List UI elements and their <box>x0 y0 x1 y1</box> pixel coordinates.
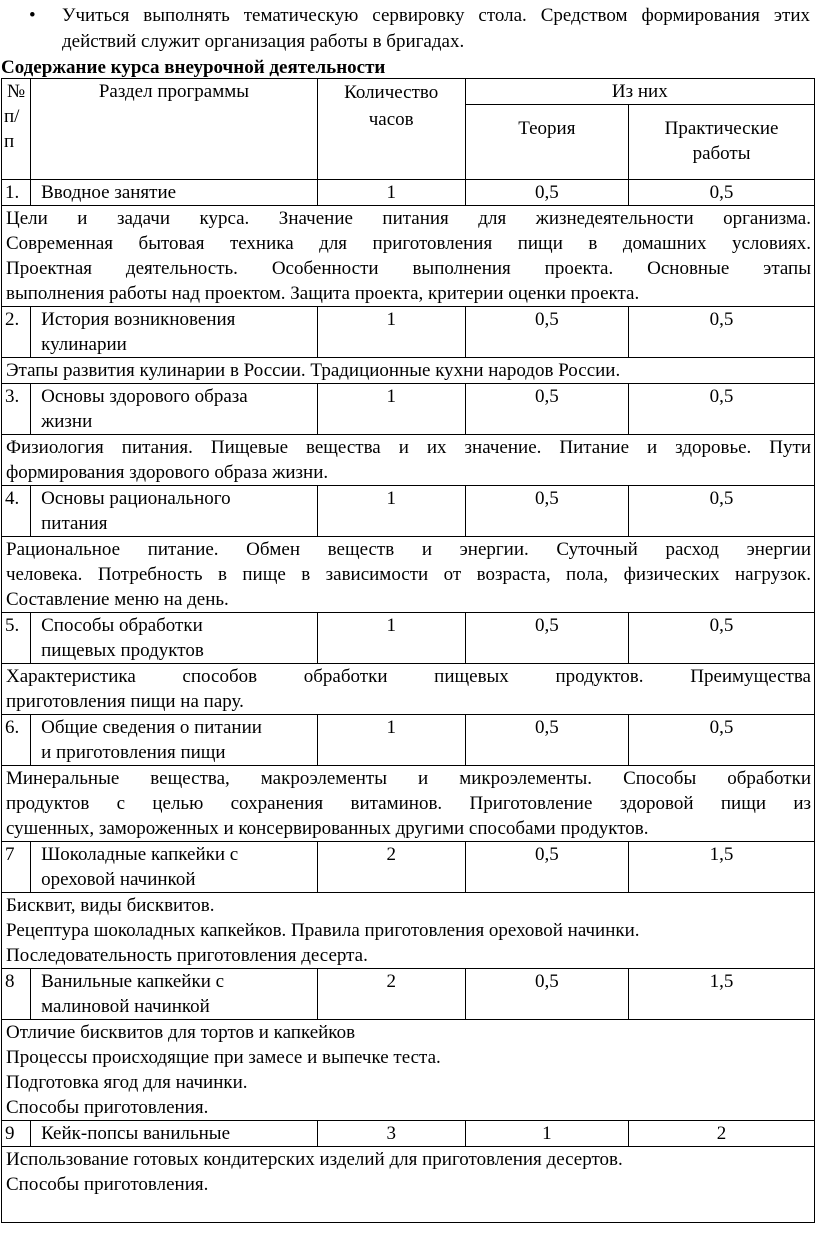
table-row <box>2 842 815 893</box>
row-theory: 0,5 <box>465 842 628 893</box>
description-line: Характеристика способов обработки пищевых продуктов. Преимущества <box>6 666 811 687</box>
row-hours: 2 <box>317 969 465 1020</box>
row-title-line: пищевых продуктов <box>41 640 204 661</box>
row-hours: 1 <box>317 307 465 358</box>
row-title <box>31 969 318 1020</box>
description-line: сушенных, замороженных и консервированных другими способами продуктов. <box>6 818 649 839</box>
row-practice: 1,5 <box>629 842 815 893</box>
row-title <box>31 307 318 358</box>
description-line: Способы приготовления. <box>6 1174 209 1195</box>
header-of-them: Из них <box>465 79 814 105</box>
row-description <box>2 1147 815 1223</box>
description-line: Рациональное питание. Обмен веществ и энергии. Суточный расход энергии <box>6 539 811 560</box>
row-title-line: питания <box>41 513 108 534</box>
row-title <box>31 486 318 537</box>
row-theory: 0,5 <box>465 486 628 537</box>
description-line: Этапы развития кулинарии в России. Традиционные кухни народов России. <box>6 360 621 381</box>
table-row <box>2 384 815 435</box>
row-description-cell <box>2 206 815 307</box>
row-practice: 0,5 <box>629 715 815 766</box>
table-header-row <box>2 79 815 105</box>
row-description <box>2 893 815 969</box>
row-practice: 1,5 <box>629 969 815 1020</box>
table-row <box>2 486 815 537</box>
row-description-cell <box>2 766 815 842</box>
description-line: Последовательность приготовления десерта. <box>6 945 368 966</box>
description-line: Способы приготовления. <box>6 1097 209 1118</box>
row-number: 4. <box>2 486 31 537</box>
row-title-line: Вводное занятие <box>41 182 177 203</box>
description-line: выполнения работы над проектом. Защита проекта, критерии оценки проекта. <box>6 283 640 304</box>
row-number: 3. <box>2 384 31 435</box>
bullet-marker: • <box>29 5 36 26</box>
row-title-line: малиновой начинкой <box>41 996 210 1017</box>
row-hours: 1 <box>317 613 465 664</box>
row-title-line: Ванильные капкейки с <box>41 971 225 992</box>
row-title-line: Основы рационального <box>41 488 231 509</box>
row-description <box>2 206 815 307</box>
description-line: Использование готовых кондитерских изделий для приготовления десертов. <box>6 1149 623 1170</box>
row-title <box>31 613 318 664</box>
row-title-line: Основы здорового образа <box>41 386 248 407</box>
row-number: 1. <box>2 180 31 206</box>
description-line: Физиология питания. Пищевые вещества и их значение. Питание и здоровье. Пути <box>6 437 811 458</box>
row-theory: 0,5 <box>465 384 628 435</box>
row-hours: 2 <box>317 842 465 893</box>
row-number: 6. <box>2 715 31 766</box>
row-title-line: кулинарии <box>41 334 127 355</box>
row-description-cell <box>2 664 815 715</box>
bullet-text: Учиться выполнять тематическую сервировку стола. Средством формирования этих действий служит организация работы в бригадах. <box>62 5 810 52</box>
row-practice: 0,5 <box>629 486 815 537</box>
description-line: Составление меню на день. <box>6 589 229 610</box>
header-practice: Практические работы <box>629 105 815 180</box>
description-line: Отличие бисквитов для тортов и капкейков <box>6 1022 356 1043</box>
row-number: 7 <box>2 842 31 893</box>
row-theory: 0,5 <box>465 180 628 206</box>
row-number: 9 <box>2 1121 31 1147</box>
row-hours: 1 <box>317 486 465 537</box>
row-practice: 0,5 <box>629 180 815 206</box>
row-title <box>31 384 318 435</box>
row-title-line: Шоколадные капкейки с <box>41 844 239 865</box>
description-line: приготовления пищи на пару. <box>6 691 244 712</box>
section-heading: Содержание курса внеурочной деятельности <box>1 57 386 78</box>
row-description <box>2 1020 815 1121</box>
row-hours: 1 <box>317 715 465 766</box>
row-theory: 0,5 <box>465 969 628 1020</box>
row-practice: 0,5 <box>629 613 815 664</box>
bullet-paragraph <box>0 0 810 55</box>
description-line: Рецептура шоколадных капкейков. Правила приготовления ореховой начинки. <box>6 920 640 941</box>
row-title <box>31 715 318 766</box>
row-description-cell <box>2 893 815 969</box>
row-description <box>2 664 815 715</box>
row-theory: 1 <box>465 1121 628 1147</box>
row-hours: 1 <box>317 180 465 206</box>
header-num: № п/п <box>2 79 31 180</box>
row-number: 2. <box>2 307 31 358</box>
row-theory: 0,5 <box>465 613 628 664</box>
description-line: Минеральные вещества, макроэлементы и микроэлементы. Способы обработки <box>6 768 811 789</box>
header-theory: Теория <box>465 105 628 180</box>
row-theory: 0,5 <box>465 307 628 358</box>
row-description <box>2 435 815 486</box>
row-title-line: жизни <box>41 411 93 432</box>
row-title-line: ореховой начинкой <box>41 869 196 890</box>
row-practice: 0,5 <box>629 384 815 435</box>
row-description <box>2 358 815 384</box>
description-line: Подготовка ягод для начинки. <box>6 1072 248 1093</box>
course-content-table <box>1 78 815 1223</box>
row-title <box>31 842 318 893</box>
description-line: Цели и задачи курса. Значение питания для жизнедеятельности организма. <box>6 208 811 229</box>
row-theory: 0,5 <box>465 715 628 766</box>
description-line: формирования здорового образа жизни. <box>6 462 329 483</box>
description-line: Проектная деятельность. Особенности выполнения проекта. Основные этапы <box>6 258 811 279</box>
row-number: 8 <box>2 969 31 1020</box>
row-description <box>2 766 815 842</box>
row-description-cell <box>2 1020 815 1121</box>
row-description-cell <box>2 358 815 384</box>
row-title <box>31 1121 318 1147</box>
row-description-cell <box>2 435 815 486</box>
row-title-line: и приготовления пищи <box>41 742 226 763</box>
description-line: Процессы происходящие при замесе и выпечке теста. <box>6 1047 441 1068</box>
row-number: 5. <box>2 613 31 664</box>
row-title-line: История возникновения <box>41 309 236 330</box>
table-row <box>2 1121 815 1147</box>
table-row <box>2 180 815 206</box>
row-title <box>31 180 318 206</box>
row-description-cell <box>2 1147 815 1223</box>
header-hours: Количество часов <box>317 79 465 180</box>
row-title-line: Способы обработки <box>41 615 203 636</box>
row-practice: 0,5 <box>629 307 815 358</box>
row-hours: 3 <box>317 1121 465 1147</box>
header-section: Раздел программы <box>31 79 318 180</box>
row-description-cell <box>2 537 815 613</box>
row-title-line: Кейк-попсы ванильные <box>41 1123 231 1144</box>
table-row <box>2 969 815 1020</box>
description-line: Бисквит, виды бисквитов. <box>6 895 215 916</box>
row-title-line: Общие сведения о питании <box>41 717 262 738</box>
row-practice: 2 <box>629 1121 815 1147</box>
row-description <box>2 537 815 613</box>
table-row <box>2 307 815 358</box>
table-row <box>2 715 815 766</box>
description-line: Современная бытовая техника для приготовления пищи в домашних условиях. <box>6 233 811 254</box>
description-line: продуктов с целью сохранения витаминов. Приготовление здоровой пищи из <box>6 793 811 814</box>
table-row <box>2 613 815 664</box>
description-line: человека. Потребность в пище в зависимости от возраста, пола, физических нагрузок. <box>6 564 811 585</box>
row-hours: 1 <box>317 384 465 435</box>
